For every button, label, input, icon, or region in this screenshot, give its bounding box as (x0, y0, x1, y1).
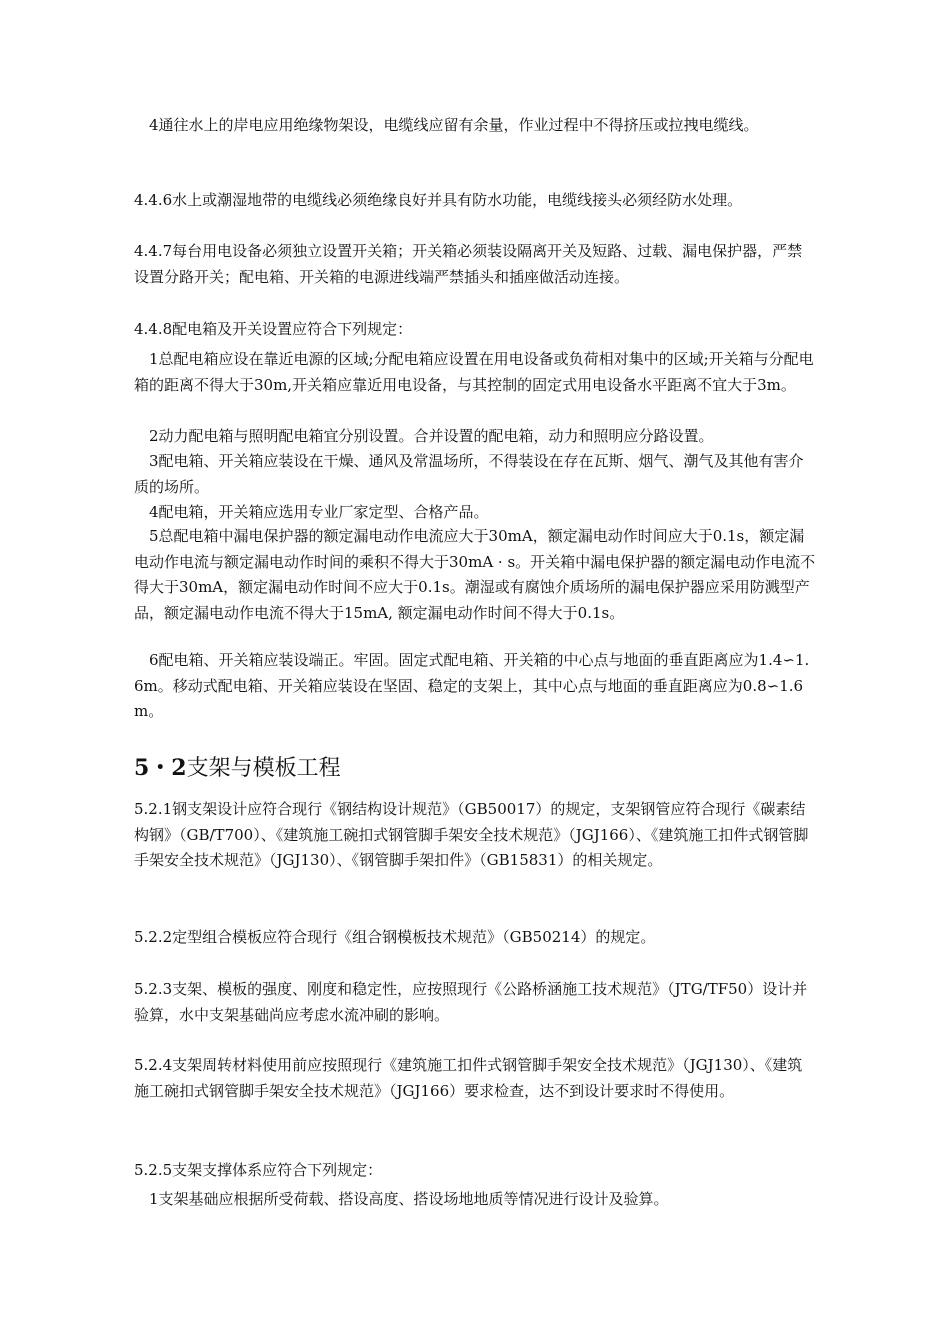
clause-5-2-4: 5.2.4支架周转材料使用前应按照现行《建筑施工扣件式钢管脚手架安全技术规范》（JGJ130）、《建筑施工碗扣式钢管脚手架安全技术规范》（JGJ166）要求检查，达不到设计要求时不得使用。 (134, 1056, 803, 1100)
item-3-installation-environment: 3配电箱、开关箱应装设在干燥、通风及常温场所，不得装设在存在瓦斯、烟气、潮气及其他有害介质的场所。 (134, 452, 804, 496)
item-1-support-foundation: 1支架基础应根据所受荷载、搭设高度、搭设场地地质等情况进行设计及验算。 (149, 1190, 669, 1208)
paragraph-shore-power-cable: 4通往水上的岸电应用绝缘物架设，电缆线应留有余量，作业过程中不得挤压或拉拽电缆线。 (149, 116, 759, 134)
clause-5-2-2: 5.2.2定型组合模板应符合现行《组合钢模板技术规范》（GB50214）的规定。 (134, 928, 656, 946)
clause-5-2-5: 5.2.5支架支撑体系应符合下列规定： (134, 1161, 383, 1179)
clause-5-2-3: 5.2.3支架、模板的强度、刚度和稳定性，应按照现行《公路桥涵施工技术规范》（JTG/TF50）设计并验算，水中支架基础尚应考虑水流冲刷的影响。 (134, 980, 808, 1024)
clause-4-4-6: 4.4.6水上或潮湿地带的电缆线必须绝缘良好并具有防水功能，电缆线接头必须经防水处理。 (134, 191, 743, 209)
item-1-distribution-box-location: 1总配电箱应设在靠近电源的区域;分配电箱应设置在用电设备或负荷相对集中的区域;开关箱与分配电箱的距离不得大于30m,开关箱应靠近用电设备，与其控制的固定式用电设备水平距离不宜大于3m。 (134, 350, 814, 394)
clause-5-2-1: 5.2.1钢支架设计应符合现行《钢结构设计规范》（GB50017）的规定，支架钢管应符合现行《碳素结构钢》（GB/T700）、《建筑施工碗扣式钢管脚手架安全技术规范》（JGJ166）、《建筑施工扣件式钢管脚手架安全技术规范》（JGJ130）、《钢管脚手架扣件》（GB15831）的相关规定。 (134, 800, 809, 869)
item-6-mounting-height: 6配电箱、开关箱应装设端正。牢固。固定式配电箱、开关箱的中心点与地面的垂直距离应为1.4∽1.6m。移动式配电箱、开关箱应装设在坚固、稳定的支架上，其中心点与地面的垂直距离应为0.8∽1.6m。 (134, 651, 810, 720)
item-2-power-lighting-boxes: 2动力配电箱与照明配电箱宜分别设置。合并设置的配电箱，动力和照明应分路设置。 (149, 427, 714, 445)
item-4-qualified-products: 4配电箱，开关箱应选用专业厂家定型、合格产品。 (149, 503, 489, 521)
clause-4-4-7: 4.4.7每台用电设备必须独立设置开关箱；开关箱必须装设隔离开关及短路、过载、漏电保护器，严禁设置分路开关；配电箱、开关箱的电源进线端严禁插头和插座做活动连接。 (134, 242, 803, 286)
section-heading (134, 754, 816, 783)
section-title: 支架与模板工程 (186, 756, 341, 781)
clause-4-4-8: 4.4.8配电箱及开关设置应符合下列规定： (134, 320, 413, 338)
section-number: 5・2 (134, 755, 187, 781)
item-5-leakage-protector: 5总配电箱中漏电保护器的额定漏电动作电流应大于30mA，额定漏电动作时间应大于0.1s，额定漏电动作电流与额定漏电动作时间的乘积不得大于30mA · s。开关箱中漏电保护器的额定漏电动作电流不得大于30mA，额定漏电动作时间不应大于0.1s。潮湿或有腐蚀介质场所的漏电保护器应采用防溅型产品，额定漏电动作电流不得大于15mA, 额定漏电动作时间不得大于0.1s。 (134, 527, 816, 622)
